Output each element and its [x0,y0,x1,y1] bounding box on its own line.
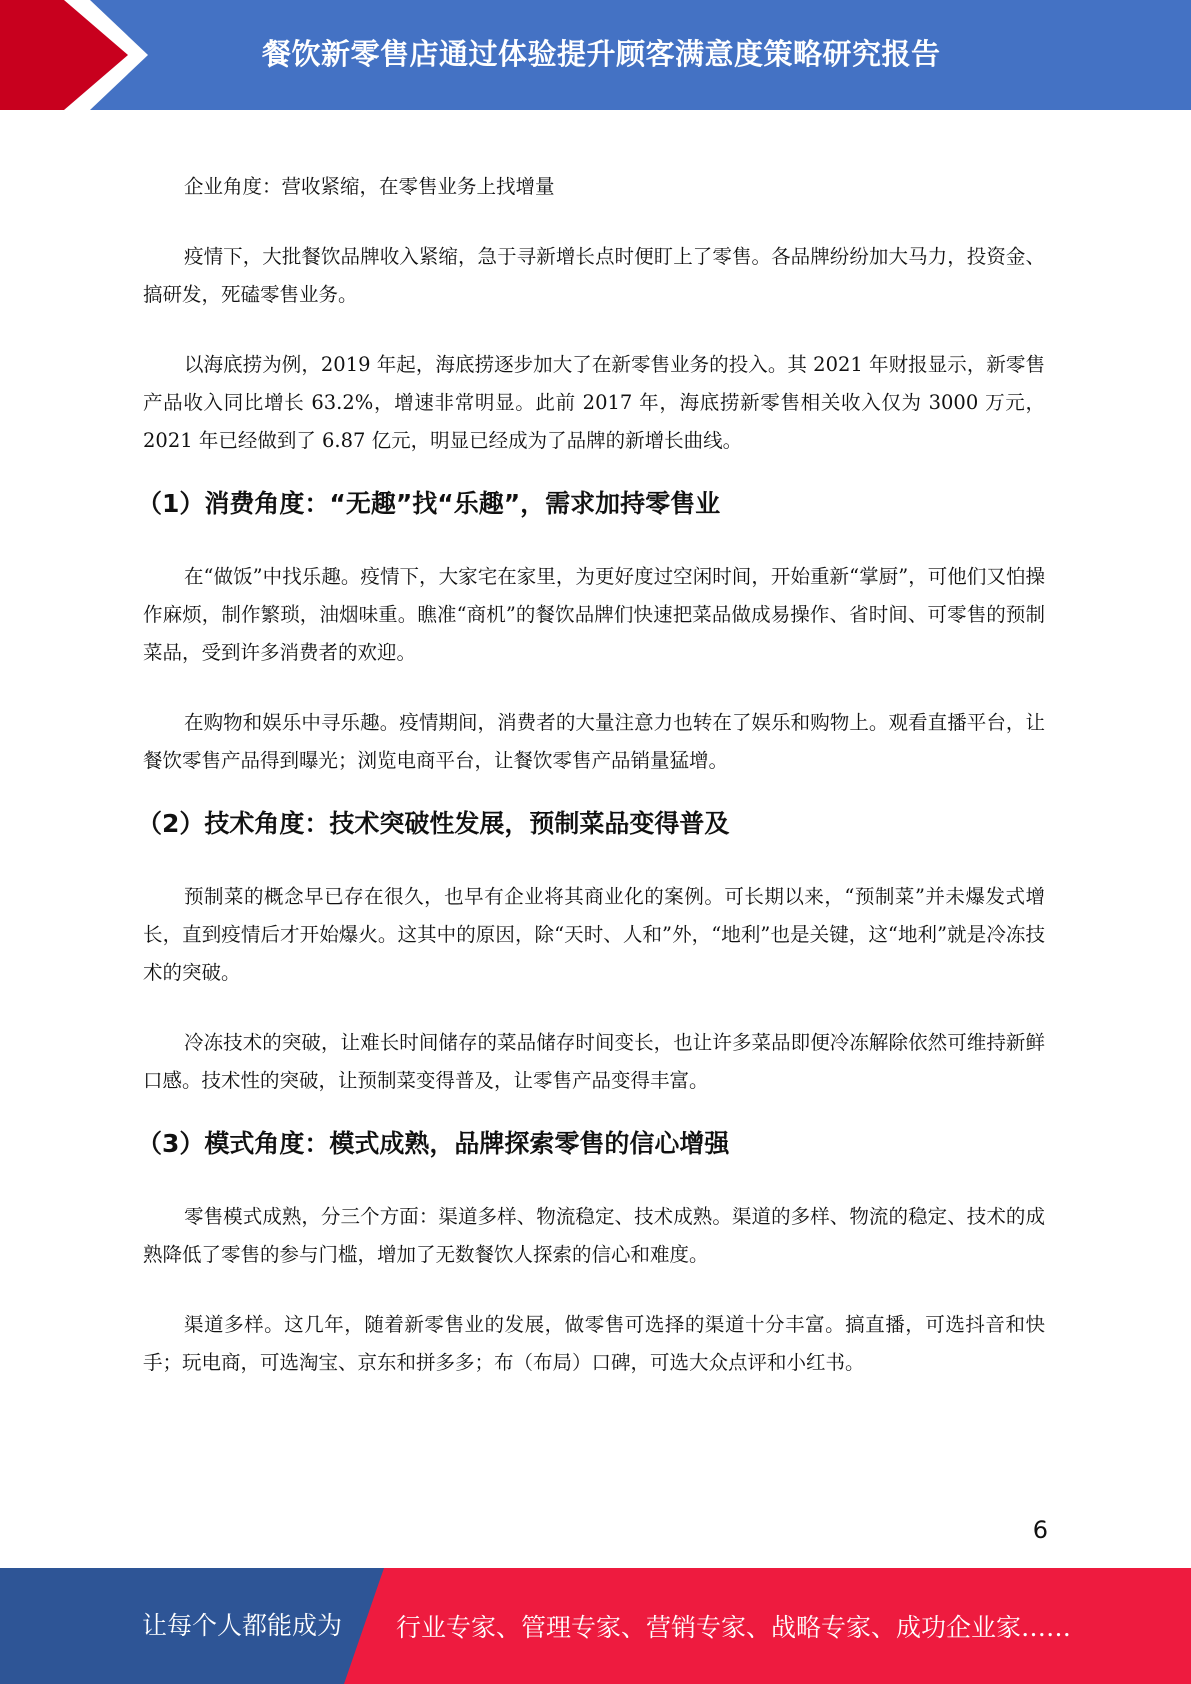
page-header [0,0,1191,110]
document-body [137,168,1045,1382]
paragraph-retail-model: 零售模式成熟，分三个方面：渠道多样、物流稳定、技术成熟。渠道的多样、物流的稳定、技术的成熟降低了零售的参与门槛，增加了无数餐饮人探索的信心和难度。 [143,1205,1045,1266]
page-number: 6 [1032,1516,1048,1544]
paragraph-prepared-dishes: 预制菜的概念早已存在很久，也早有企业将其商业化的案例。可长期以来，“预制菜”并未爆发式增长，直到疫情后才开始爆火。这其中的原因，除“天时、人和”外，“地利”也是关键，这“地利”就是冷冻技术的突破。 [143,885,1045,984]
report-title: 餐饮新零售店通过体验提升顾客满意度策略研究报告 [262,37,941,71]
paragraph-cooking-fun: 在“做饭”中找乐趣。疫情下，大家宅在家里，为更好度过空闲时间，开始重新“掌厨”，可他们又怕操作麻烦，制作繁琐，油烟味重。瞧准“商机”的餐饮品牌们快速把菜品做成易操作、省时间、可零售的预制菜品，受到许多消费者的欢迎。 [143,565,1045,664]
page-footer [0,1568,1191,1684]
footer-slogan-left: 让每个人都能成为 [142,1611,343,1640]
paragraph-haidilao-example: 以海底捞为例，2019 年起，海底捞逐步加大了在新零售业务的投入。其 2021 年财报显示，新零售产品收入同比增长 63.2%，增速非常明显。此前 2017 年，海底捞新零售相关收入仅为 3000 万元，2021 年已经做到了 6.87 亿元，明显已经成为了品牌的新增长曲线。 [143,353,1045,452]
paragraph-enterprise-angle: 企业角度：营收紧缩，在零售业务上找增量 [184,175,555,198]
section-heading-consumer: （1）消费角度：“无趣”找“乐趣”，需求加持零售业 [137,489,721,518]
section-heading-technology: （2）技术角度：技术突破性发展，预制菜品变得普及 [137,809,730,838]
footer-slogan-right: 行业专家、管理专家、营销专家、战略专家、成功企业家…… [396,1613,1072,1642]
paragraph-shopping-fun: 在购物和娱乐中寻乐趣。疫情期间，消费者的大量注意力也转在了娱乐和购物上。观看直播平台，让餐饮零售产品得到曝光；浏览电商平台，让餐饮零售产品销量猛增。 [143,711,1045,772]
paragraph-diverse-channels: 渠道多样。这几年，随着新零售业的发展，做零售可选择的渠道十分丰富。搞直播，可选抖音和快手；玩电商，可选淘宝、京东和拼多多；布（布局）口碑，可选大众点评和小红书。 [143,1313,1045,1374]
paragraph-revenue-shrink: 疫情下，大批餐饮品牌收入紧缩，急于寻新增长点时便盯上了零售。各品牌纷纷加大马力，投资金、搞研发，死磕零售业务。 [143,245,1045,306]
section-heading-model: （3）模式角度：模式成熟，品牌探索零售的信心增强 [137,1129,730,1158]
paragraph-freezing-tech: 冷冻技术的突破，让难长时间储存的菜品储存时间变长，也让许多菜品即便冷冻解除依然可维持新鲜口感。技术性的突破，让预制菜变得普及，让零售产品变得丰富。 [143,1031,1045,1092]
